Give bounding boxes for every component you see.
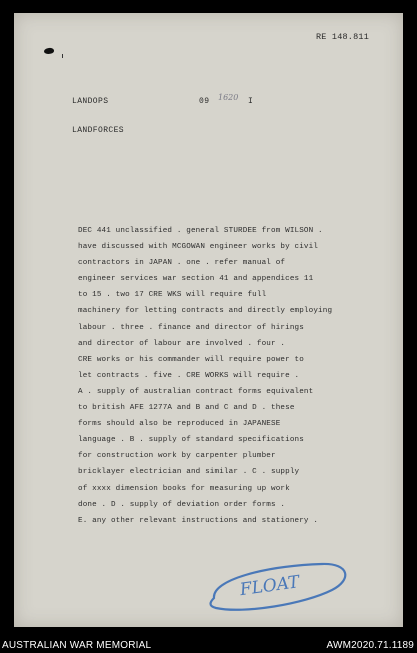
body-line: language . B . supply of standard specifications: [78, 436, 304, 445]
body-line: DEC 441 unclassified . general STURDEE from WILSON .: [78, 227, 323, 235]
priority-marker: I: [248, 97, 254, 106]
body-line: have discussed with MCGOWAN engineer works by civil: [78, 243, 319, 252]
ink-mark: [62, 54, 63, 58]
body-line: A . supply of australian contract forms equivalent: [78, 387, 314, 396]
body-line: of xxxx dimension books for measuring up work: [78, 484, 290, 493]
from-address: LANDFORCES: [72, 126, 125, 135]
float-stamp-graphic: [204, 558, 354, 616]
reference-number: RE 148.811: [315, 32, 369, 42]
body-line: E. any other relevant instructions and stationery .: [78, 516, 319, 525]
body-line: machinery for letting contracts and directly employing: [78, 307, 333, 316]
accession-number: AWM2020.71.1189: [326, 640, 414, 651]
body-line: bricklayer electrician and similar . C . supply: [78, 468, 300, 477]
body-line: to 15 . two 17 CRE WKS will require full: [78, 291, 267, 300]
body-line: CRE works or his commander will require power to: [78, 355, 304, 364]
to-address: LANDOPS: [72, 97, 109, 106]
body-line: labour . three . finance and director of hirings: [78, 323, 304, 332]
handwritten-time: 1620: [218, 93, 239, 102]
body-line: to british AFE 1277A and B and C and D . these: [78, 404, 295, 413]
body-line: and director of labour are involved . four .: [78, 339, 286, 348]
message-body: [78, 223, 378, 529]
float-stamp: [204, 558, 354, 616]
institution-caption: AUSTRALIAN WAR MEMORIAL: [2, 640, 152, 651]
time-group: 09: [199, 97, 210, 106]
body-line: let contracts . five . CRE WORKS will require .: [78, 371, 300, 380]
stamp-label: FLOAT: [238, 572, 301, 601]
body-line: done . D . supply of deviation order forms .: [78, 500, 286, 509]
document-page: [14, 13, 403, 627]
body-line: for construction work by carpenter plumber: [78, 452, 276, 461]
body-line: forms should also be reproduced in JAPANESE: [78, 420, 281, 429]
punch-hole-mark: [43, 47, 54, 55]
body-line: engineer services war section 41 and appendices 11: [78, 275, 314, 284]
body-line: contractors in JAPAN . one . refer manual of: [78, 259, 286, 268]
